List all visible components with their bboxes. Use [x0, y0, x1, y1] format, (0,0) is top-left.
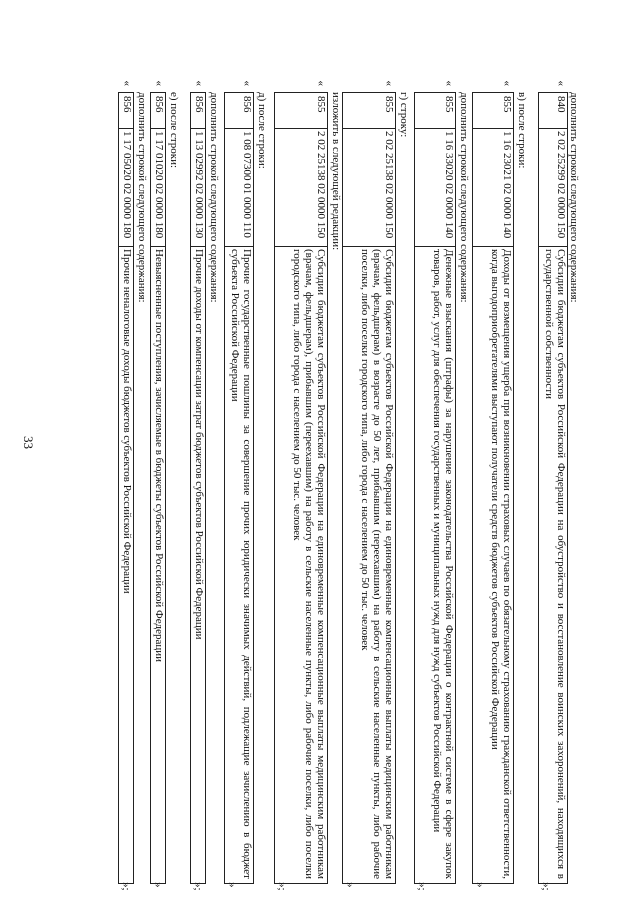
- close-quote: »;: [192, 882, 204, 891]
- description-cell: Доходы от возмещения ущерба при возникновении страховых случаев по обязательному страхованию гражданской ответственности, когда выгодоприобретателями выступают получатели средств бюджетов субъектов Российской Федерации: [489, 249, 513, 879]
- description-cell: Прочие доходы от компенсации затрат бюджетов субъектов Российской Федерации: [193, 249, 205, 640]
- revenue-code-cell: 1 17 05020 02 0000 180: [119, 128, 133, 247]
- admin-code-cell: 856: [225, 93, 253, 129]
- description-cell: Прочие неналоговые доходы бюджетов субъектов Российской Федерации: [121, 249, 133, 594]
- instruction-label: е) после строки:: [168, 92, 180, 169]
- revenue-code-cell: 1 17 01020 02 0000 180: [151, 128, 165, 247]
- instruction-label: г) строку:: [398, 92, 410, 138]
- admin-code-cell: 855: [415, 93, 455, 129]
- open-quote: «: [443, 80, 455, 86]
- open-quote: «: [193, 80, 205, 86]
- instruction-label: изложить в следующей редакции:: [330, 92, 342, 251]
- admin-code-cell: 856: [119, 93, 133, 129]
- close-quote: »;: [276, 882, 288, 891]
- instruction-label: в) после строки:: [516, 92, 528, 169]
- open-quote: «: [315, 80, 327, 86]
- close-quote: »: [344, 882, 356, 888]
- instruction-label: дополнить строкой следующего содержания:: [568, 92, 580, 303]
- table-row: [274, 92, 328, 884]
- description-cell: Субсидии бюджетам субъектов Российской Федерации на единовременные компенсационные выплаты медицинским работникам (врачам, фельдшерам) в возрасте до 50 лет, прибывшим (переехавшим) на работу в сельские населенные пункты, либо рабочие поселки, либо поселки городского типа, либо города с населением до 50 тыс. человек: [359, 249, 395, 879]
- admin-code-cell: 855: [275, 93, 327, 129]
- description-cell: Денежные взыскания (штрафы) за нарушение законодательства Российской Федерации о контрактной системе в сфере закупок товаров, работ, услуг для обеспечения государственных и муниципальных нужд для нужд субъектов Российской Федерации: [431, 249, 455, 879]
- table-row: [118, 92, 134, 884]
- revenue-code-cell: 2 02 25138 02 0000 150: [275, 128, 327, 247]
- revenue-code-cell: 1 16 23021 02 0000 140: [473, 128, 513, 247]
- revenue-code-cell: 1 13 02992 02 0000 130: [191, 128, 205, 247]
- open-quote: «: [501, 80, 513, 86]
- document-body: [60, 80, 580, 892]
- admin-code-cell: 855: [343, 93, 395, 129]
- revenue-code-cell: 2 02 25299 02 0000 150: [539, 128, 567, 247]
- table-row: [414, 92, 456, 884]
- close-quote: »: [474, 882, 486, 888]
- open-quote: «: [383, 80, 395, 86]
- open-quote: «: [121, 80, 133, 86]
- open-quote: «: [241, 80, 253, 86]
- revenue-code-cell: 1 08 07300 01 0000 110: [225, 128, 253, 247]
- open-quote: «: [153, 80, 165, 86]
- close-quote: »: [152, 882, 164, 888]
- admin-code-cell: 856: [191, 93, 205, 129]
- instruction-label: дополнить строкой следующего содержания:: [208, 92, 220, 303]
- table-row: [224, 92, 254, 884]
- open-quote: «: [555, 80, 567, 86]
- revenue-code-cell: 1 16 33020 02 0000 140: [415, 128, 455, 247]
- table-row: [342, 92, 396, 884]
- table-row: [472, 92, 514, 884]
- description-cell: Субсидии бюджетам субъектов Российской Федерации на обустройство и восстановление воинских захоронений, находящихся в государственной собственности: [543, 249, 567, 879]
- close-quote: »;: [416, 882, 428, 891]
- admin-code-cell: 855: [473, 93, 513, 129]
- revenue-code-cell: 2 02 25138 02 0000 150: [343, 128, 395, 247]
- description-cell: Невыясненные поступления, зачисляемые в бюджеты субъектов Российской Федерации: [153, 249, 165, 662]
- instruction-label: д) после строки:: [256, 92, 268, 169]
- instruction-label: дополнить строкой следующего содержания:: [458, 92, 470, 303]
- admin-code-cell: 840: [539, 93, 567, 129]
- table-row: [538, 92, 568, 884]
- table-row: [190, 92, 206, 884]
- page-number: 33: [21, 436, 36, 449]
- instruction-label: дополнить строкой следующего содержания:: [136, 92, 148, 303]
- admin-code-cell: 856: [151, 93, 165, 129]
- table-row: [150, 92, 166, 884]
- close-quote: »;: [540, 882, 552, 891]
- close-quote: »;: [120, 882, 132, 891]
- description-cell: Прочие государственные пошлины за совершение прочих юридически значимых действий, подлежащие зачислению в бюджет субъекта Российской Федерации: [229, 249, 253, 879]
- description-cell: Субсидии бюджетам субъектов Российской Федерации на единовременные компенсационные выплаты медицинским работникам (врачам, фельдшерам), прибывшим (переехавшим) на работу в сельские населенные пункты, либо рабочие поселки, либо поселки городского типа, либо города с населением до 50 тыс. человек: [291, 249, 327, 879]
- close-quote: »: [226, 882, 238, 888]
